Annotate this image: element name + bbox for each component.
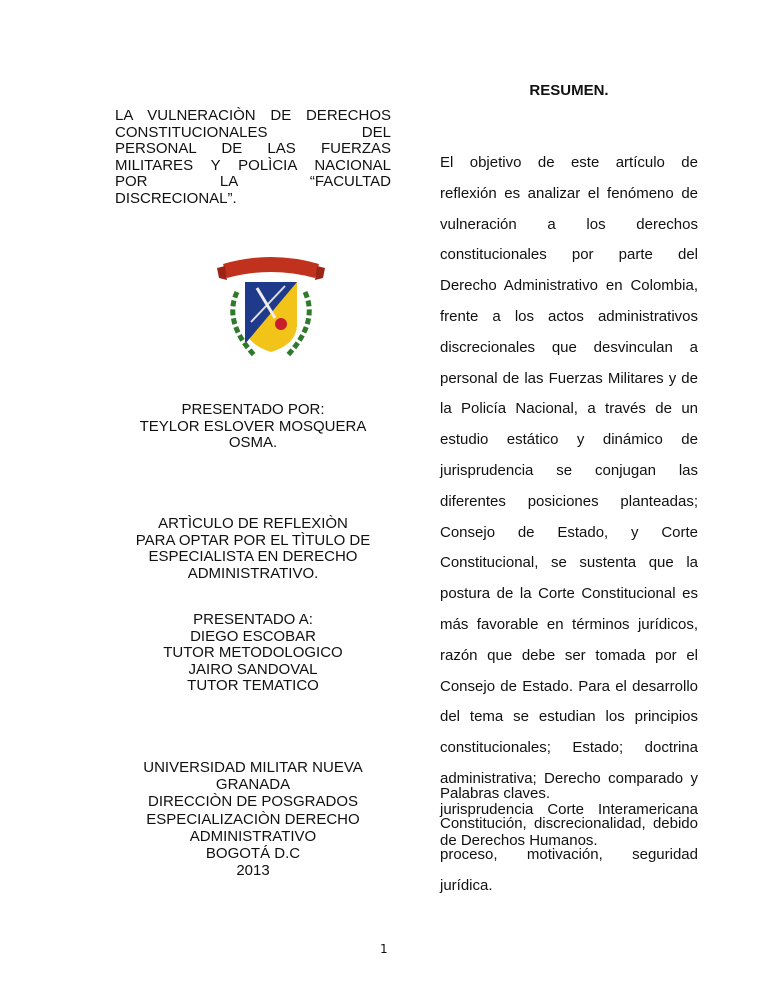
text-line: CONSTITUCIONALES DEL bbox=[115, 123, 391, 141]
text-line: BOGOTÁ D.C bbox=[205, 845, 301, 863]
document-title bbox=[115, 108, 391, 208]
abstract-heading: RESUMEN. bbox=[529, 82, 609, 99]
text-line: administrativa; Derecho comparado y bbox=[440, 769, 698, 787]
text-line: PARA OPTAR POR EL TÌTULO DE bbox=[135, 531, 371, 549]
text-line: reflexión es analizar el fenómeno de bbox=[440, 184, 698, 202]
text-line: constitucionales por parte del bbox=[440, 246, 698, 264]
text-line: DIRECCIÒN DE POSGRADOS bbox=[147, 793, 359, 811]
institution-info bbox=[115, 759, 391, 879]
text-line: razón que debe ser tomada por el bbox=[440, 646, 698, 664]
text-line: Constitución, discrecionalidad, debido bbox=[440, 815, 698, 832]
text-line: personal de las Fuerzas Militares y de bbox=[440, 369, 698, 387]
text-line: PRESENTADO A: bbox=[193, 611, 313, 628]
text-line: ADMINISTRATIVO. bbox=[187, 564, 319, 582]
page-number: 1 bbox=[380, 942, 388, 956]
text-line: Derecho Administrativo en Colombia, bbox=[440, 277, 698, 295]
text-line: El objetivo de este artículo de bbox=[440, 154, 698, 171]
text-line: TEYLOR ESLOVER MOSQUERA bbox=[139, 417, 367, 435]
text-line: TUTOR TEMATICO bbox=[187, 677, 319, 695]
keywords-label: Palabras claves. bbox=[440, 785, 551, 802]
text-line: jurisprudencia se conjugan las bbox=[440, 461, 698, 479]
text-line: ADMINISTRATIVO bbox=[189, 827, 317, 845]
presented-by bbox=[115, 402, 391, 452]
text-line: de Derechos Humanos. bbox=[440, 831, 598, 849]
text-line: frente a los actos administrativos bbox=[440, 307, 698, 325]
text-line: postura de la Corte Constitucional es bbox=[440, 585, 698, 603]
text-line: jurídica. bbox=[440, 876, 493, 894]
text-line: 2013 bbox=[236, 862, 270, 880]
text-line: discrecionales que desvinculan a bbox=[440, 338, 698, 356]
text-line: proceso, motivación, seguridad bbox=[440, 845, 698, 863]
text-line: TUTOR METODOLOGICO bbox=[163, 644, 343, 662]
text-line: LA VULNERACIÒN DE DERECHOS bbox=[115, 107, 391, 124]
text-line: UNIVERSIDAD MILITAR NUEVA bbox=[143, 759, 363, 776]
text-line: JAIRO SANDOVAL bbox=[188, 660, 318, 678]
text-line: diferentes posiciones planteadas; bbox=[440, 492, 698, 510]
text-line: del tema se estudian los principios bbox=[440, 708, 698, 726]
abstract-body bbox=[440, 148, 698, 856]
text-line: PERSONAL DE LAS FUERZAS bbox=[115, 140, 391, 158]
text-line: ARTÌCULO DE REFLEXIÒN bbox=[158, 515, 348, 532]
text-line: estudio estático y dinámico de bbox=[440, 431, 698, 449]
text-line: PRESENTADO POR: bbox=[181, 401, 325, 418]
text-line: Consejo de Estado, y Corte bbox=[440, 523, 698, 541]
text-line: ESPECIALISTA EN DERECHO bbox=[148, 548, 358, 566]
text-line: DIEGO ESCOBAR bbox=[190, 627, 316, 645]
text-line: Consejo de Estado. Para el desarrollo bbox=[440, 677, 698, 695]
text-line: vulneración a los derechos bbox=[440, 215, 698, 233]
keywords-body bbox=[440, 809, 698, 901]
text-line: Constitucional, se sustenta que la bbox=[440, 554, 698, 572]
university-crest-logo bbox=[215, 252, 327, 367]
text-line: GRANADA bbox=[215, 776, 291, 794]
text-line: DISCRECIONAL”. bbox=[115, 189, 237, 207]
text-line: constitucionales; Estado; doctrina bbox=[440, 739, 698, 757]
text-line: POR LA “FACULTAD bbox=[115, 173, 391, 191]
text-line: más favorable en términos jurídicos, bbox=[440, 615, 698, 633]
text-line: MILITARES Y POLÌCIA NACIONAL bbox=[115, 156, 391, 174]
text-line: ESPECIALIZACIÒN DERECHO bbox=[146, 810, 360, 828]
text-line: OSMA. bbox=[228, 434, 278, 452]
text-line: la Policía Nacional, a través de un bbox=[440, 400, 698, 418]
text-line: jurisprudencia Corte Interamericana bbox=[440, 800, 698, 818]
presented-to bbox=[115, 612, 391, 695]
article-purpose bbox=[115, 516, 391, 582]
